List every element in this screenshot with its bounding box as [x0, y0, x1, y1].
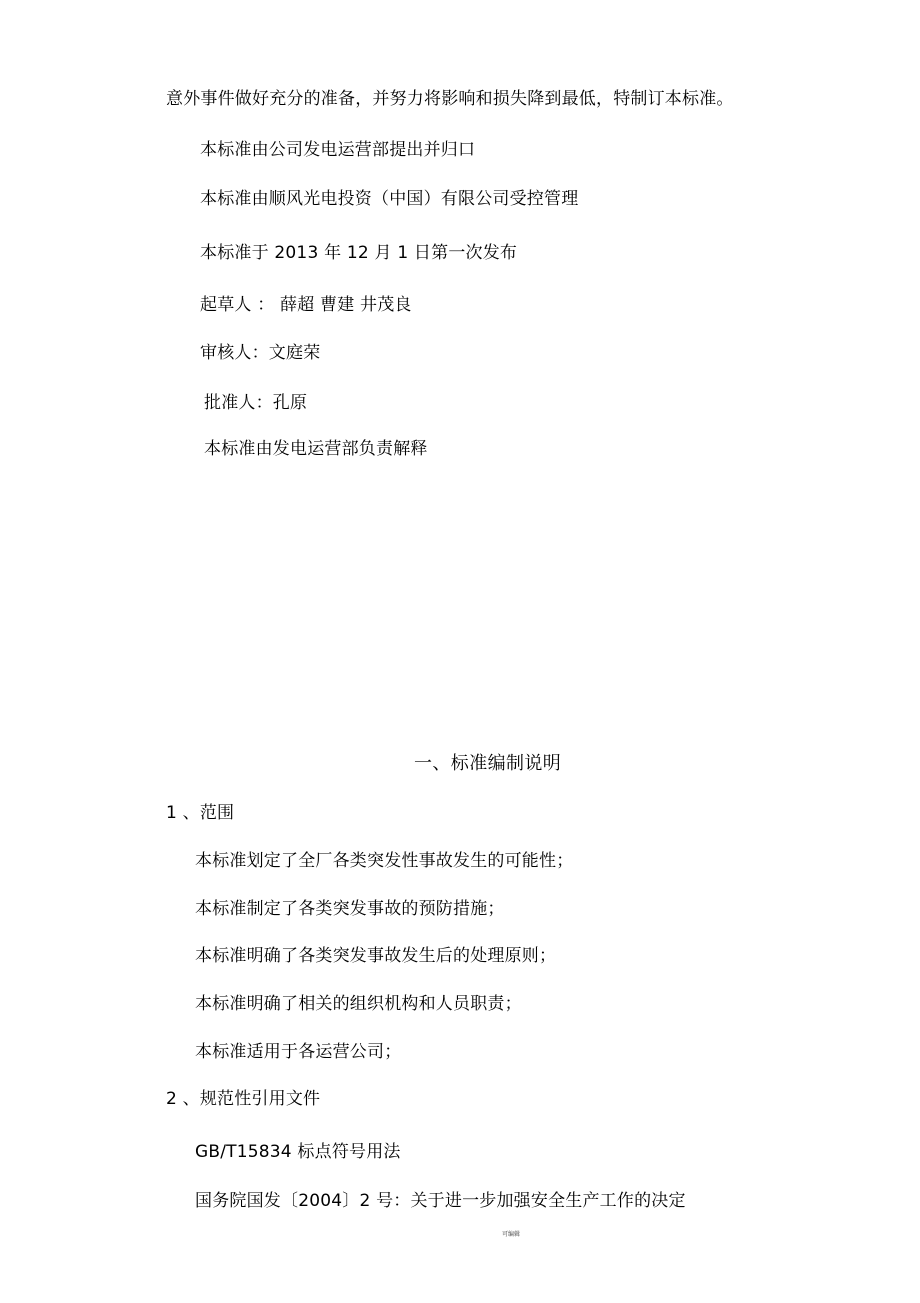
drafters-line: 起草人 ： 薛超 曹建 井茂良: [200, 295, 412, 315]
controlled-by-line: 本标准由顺风光电投资（中国）有限公司受控管理: [200, 189, 579, 209]
interpretation-line: 本标准由发电运营部负责解释: [204, 439, 428, 459]
reference-item: 国务院国发〔2004〕2 号：关于进一步加强安全生产工作的决定: [195, 1191, 686, 1211]
scope-item: 本标准适用于各运营公司；: [195, 1042, 402, 1062]
section-title: 一、标准编制说明: [414, 753, 562, 774]
scope-item: 本标准划定了全厂各类突发性事故发生的可能性；: [195, 851, 574, 871]
proposed-by-line: 本标准由公司发电运营部提出并归口: [200, 140, 476, 160]
scope-item: 本标准明确了各类突发事故发生后的处理原则；: [195, 946, 557, 966]
scope-heading: 1 、范围: [166, 803, 235, 823]
scope-item: 本标准制定了各类突发事故的预防措施；: [195, 899, 505, 919]
intro-continuation: 意外事件做好充分的准备，并努力将影响和损失降到最低，特制订本标准。: [166, 89, 734, 109]
approver-line: 批准人：孔原: [204, 393, 308, 413]
reference-item: GB/T15834 标点符号用法: [195, 1142, 401, 1162]
page-footer: 可编辑: [502, 1231, 521, 1238]
reviewer-line: 审核人：文庭荣: [200, 343, 321, 363]
references-heading: 2 、规范性引用文件: [166, 1089, 321, 1109]
publish-date-line: 本标准于 2013 年 12 月 1 日第一次发布: [200, 243, 518, 263]
scope-item: 本标准明确了相关的组织机构和人员职责；: [195, 994, 522, 1014]
